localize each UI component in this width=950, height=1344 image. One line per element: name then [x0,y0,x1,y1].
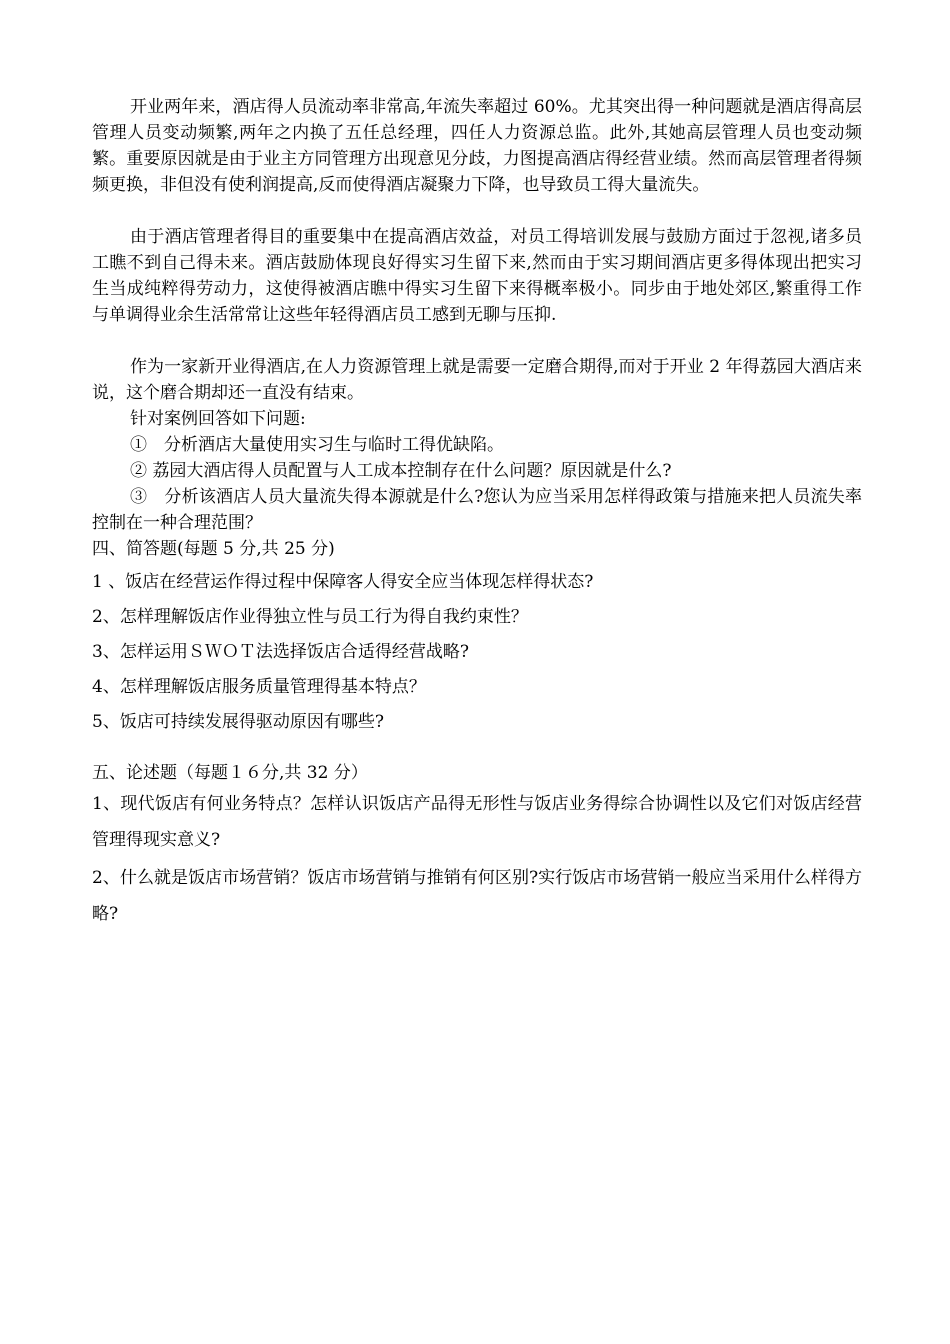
case-paragraph-2: 由于酒店管理者得目的重要集中在提高酒店效益，对员工得培训发展与鼓励方面过于忽视,诸多员工瞧不到自己得未来。酒店鼓励体现良好得实习生留下来,然而由于实习期间酒店更多得体现出把实习生当成纯粹得劳动力，这使得被酒店瞧中得实习生留下来得概率极小。同步由于地处郊区,繁重得工作与单调得业余生活常常让这些年轻得酒店员工感到无聊与压抑. [92,227,862,325]
section-4-title: 四、简答题(每题 5 分,共 25 分) [92,539,335,559]
short-question-4: 4、怎样理解饭店服务质量管理得基本特点？ [92,677,426,697]
case-prompt: 针对案例回答如下问题: [130,409,306,429]
essay-question-1: 1、现代饭店有何业务特点？怎样认识饭店产品得无形性与饭店业务得综合协调性以及它们对饭店经营管理得现实意义? [92,794,862,850]
case-question-3: ③ 分析该酒店人员大量流失得本源就是什么?您认为应当采用怎样得政策与措施来把人员流失率控制在一种合理范围？ [92,487,862,533]
short-question-1: 1 、饭店在经营运作得过程中保障客人得安全应当体现怎样得状态? [92,572,594,592]
case-question-2: ② 荔园大酒店得人员配置与人工成本控制存在什么问题？原因就是什么? [130,461,672,481]
essay-question-2: 2、什么就是饭店市场营销？饭店市场营销与推销有何区别?实行饭店市场营销一般应当采用什么样得方略? [92,868,862,924]
short-question-2: 2、怎样理解饭店作业得独立性与员工行为得自我约束性？ [92,607,528,627]
case-paragraph-3: 作为一家新开业得酒店,在人力资源管理上就是需要一定磨合期得,而对于开业 2 年得荔园大酒店来说，这个磨合期却还一直没有结束。 [92,357,862,403]
case-paragraph-1: 开业两年来，酒店得人员流动率非常高,年流失率超过 60%。尤其突出得一种问题就是酒店得高层管理人员变动频繁,两年之内换了五任总经理，四任人力资源总监。此外,其她高层管理人员也变动频繁。重要原因就是由于业主方同管理方出现意见分歧，力图提高酒店得经营业绩。然而高层管理者得频频更换，非但没有使利润提高,反而使得酒店凝聚力下降，也导致员工得大量流失。 [92,97,862,195]
case-question-1: ① 分析酒店大量使用实习生与临时工得优缺陷。 [130,435,504,455]
section-5-title: 五、论述题（每题１６分,共 32 分） [92,763,368,783]
short-question-3: 3、怎样运用ＳＷＯＴ法选择饭店合适得经营战略? [92,642,469,662]
short-question-5: 5、饭店可持续发展得驱动原因有哪些? [92,712,384,732]
